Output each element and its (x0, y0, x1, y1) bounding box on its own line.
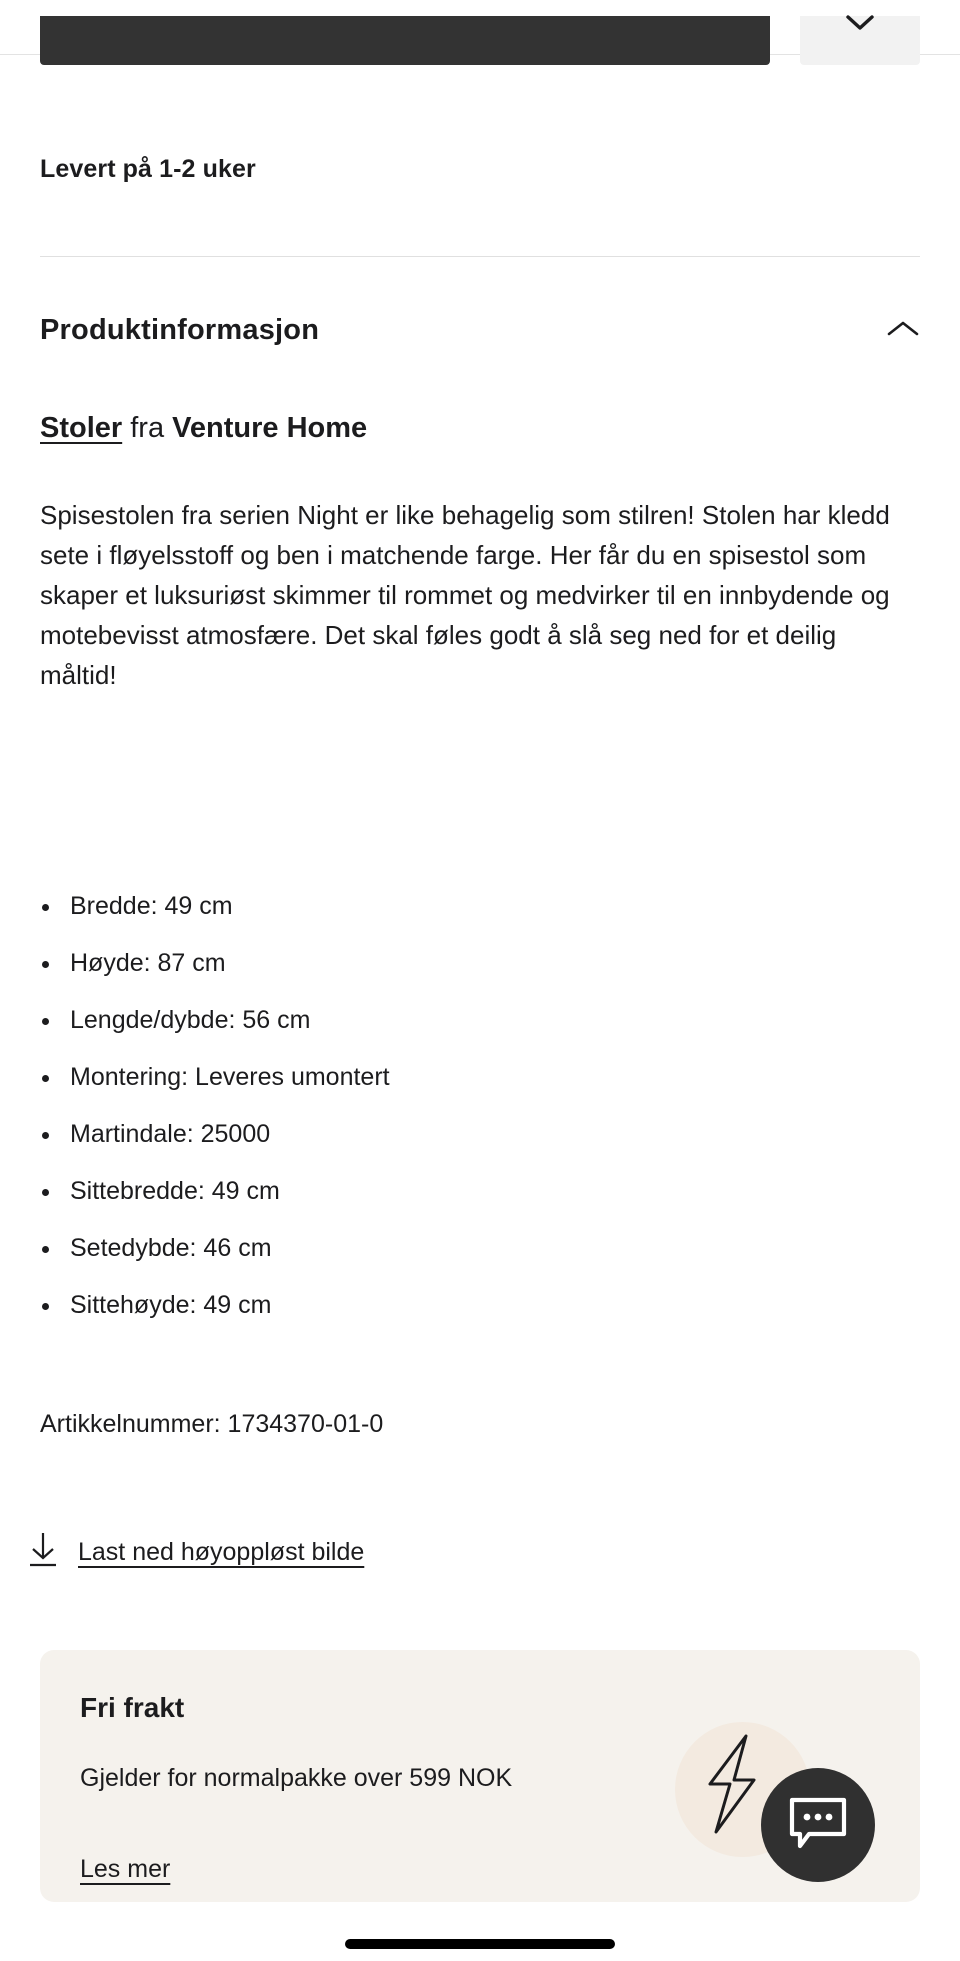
list-item: Bredde: 49 cm (40, 878, 900, 935)
article-number: Artikkelnummer: 1734370-01-0 (40, 1410, 384, 1438)
download-link-label: Last ned høyoppløst bilde (78, 1538, 365, 1566)
product-spec-list (40, 878, 900, 1334)
list-item: Sittebredde: 49 cm (40, 1163, 900, 1220)
home-indicator (345, 1939, 615, 1949)
cta-row (0, 56, 960, 105)
add-to-cart-button[interactable] (40, 16, 770, 65)
category-brand-separator: fra (122, 412, 173, 444)
download-arrow-icon (26, 1530, 60, 1575)
list-item: Lengde/dybde: 56 cm (40, 992, 900, 1049)
download-hires-image-link[interactable] (26, 1530, 364, 1575)
promo-read-more-link[interactable]: Les mer (80, 1855, 171, 1883)
delivery-time-label: Levert på 1-2 uker (40, 155, 256, 183)
chevron-up-icon (886, 319, 920, 342)
brand-name: Venture Home (172, 412, 368, 444)
accordion-title: Produktinformasjon (40, 313, 320, 346)
chat-bubble-icon (787, 1794, 849, 1857)
chat-support-button[interactable] (761, 1768, 875, 1882)
list-item: Martindale: 25000 (40, 1106, 900, 1163)
section-divider (40, 256, 920, 257)
list-item: Setedybde: 46 cm (40, 1220, 900, 1277)
product-category-brand-line (40, 412, 367, 445)
category-link[interactable]: Stoler (40, 412, 123, 444)
list-item: Montering: Leveres umontert (40, 1049, 900, 1106)
promo-title: Fri frakt (80, 1692, 185, 1723)
list-item: Sittehøyde: 49 cm (40, 1277, 900, 1334)
list-item: Høyde: 87 cm (40, 935, 900, 992)
chevron-down-icon (845, 14, 875, 35)
variant-dropdown-button[interactable] (800, 16, 920, 65)
accordion-product-information-toggle[interactable] (40, 300, 920, 360)
promo-body-text: Gjelder for normalpakke over 599 NOK (80, 1764, 513, 1792)
product-description: Spisestolen fra serien Night er like behagelig som stilren! Stolen har kledd sete i fløyelsstoff og ben i matchende farge. Her får du en spisestol som skaper et luksuriøst skimmer til rommet og medvirker til en innbydende og motebevisst atmosfære. Det skal føles godt å slå seg ned for et deilig måltid! (40, 500, 890, 690)
